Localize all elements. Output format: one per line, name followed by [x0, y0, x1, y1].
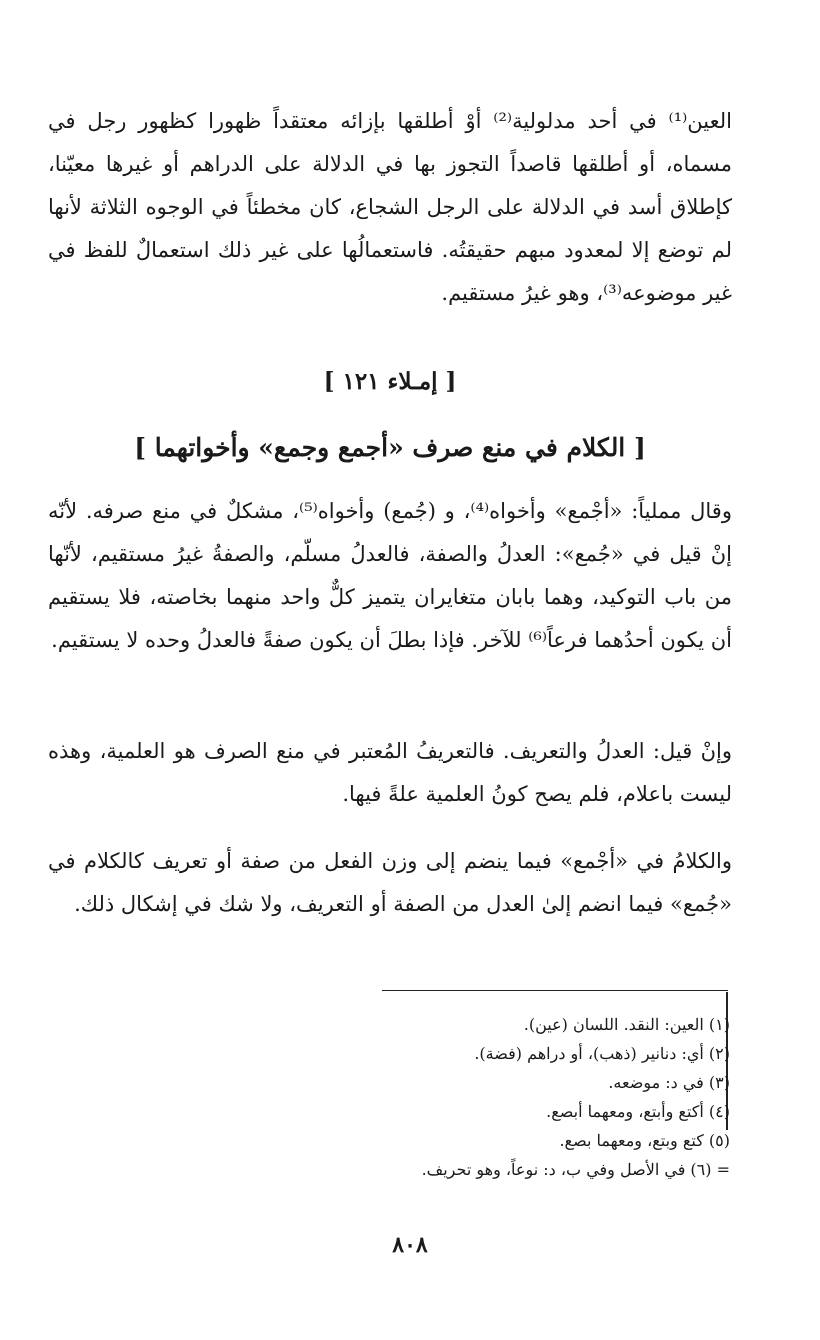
paragraph-text: العين⁽¹⁾ في أحد مدلولية⁽²⁾ أوْ أطلقها بإزائه معتقداً ظهورا كظهور رجل في مسماه، أو أطلقها قاصداً التجوز بها في الدلالة على الدراهم أو غيرها معيّنا، كإطلاق أسد في الدلالة على الرجل الشجاع، كان مخطئاً في الوجوه الثلاثة لأنها لم توضع إلا لمعدود مبهم حقيقتُه. فاستعمالُها على غير ذلك استعمالٌ للفظ في غير موضوعه⁽³⁾، وهو غيرُ مستقيم. [48, 109, 732, 305]
paragraph-text: وقال مملياً: «أجْمع» وأخواه⁽⁴⁾، و (جُمع) وأخواه⁽⁵⁾، مشكلٌ في منع صرفه. لأنّه إنْ قيل في «جُمع»: العدلُ والصفة، فالعدلُ مسلّم، والصفةُ غيرُ مستقيم، لأنّها من باب التوكيد، وهما بابان متغايران يتميز كلٌّ واحد منهما بخاصته، فلا يستقيم أن يكون أحدُهما فرعاً⁽⁶⁾ للآخر. فإذا بطلَ أن يكون صفةً فالعدلُ وحده لا يستقيم. [48, 499, 732, 652]
imla-heading: [ إمـلاء ١٢١ ] [323, 368, 457, 395]
section-title: [ الكلام في منع صرف «أجمع وجمع» وأخواتهما ] [134, 433, 646, 462]
footnote-3: (٣) في د: موضعه. [608, 1073, 730, 1092]
footnotes [330, 1010, 730, 1184]
footnote-4: (٤) أكتع وأبتع، ومعهما أبصع. [546, 1102, 730, 1121]
body-paragraph-1 [48, 100, 732, 315]
footnote-2: (٢) أي: دنانير (ذهب)، أو دراهم (فضة). [474, 1044, 730, 1063]
body-paragraph-4 [48, 840, 732, 926]
body-paragraph-3 [48, 730, 732, 816]
footnote-5: (٥) كتع وبتع، ومعهما بصع. [559, 1131, 730, 1150]
footnote-6: = (٦) في الأصل وفي ب، د: نوعاً، وهو تحريف. [421, 1160, 730, 1179]
page-number: ٨٠٨ [392, 1232, 428, 1258]
body-paragraph-2 [48, 490, 732, 662]
paragraph-text: وإنْ قيل: العدلُ والتعريف. فالتعريفُ المُعتبر في منع الصرف هو العلمية، وهذه ليست باعلام، فلم يصح كونُ العلمية علةً فيها. [48, 739, 732, 806]
footnote-1: (١) العين: النقد. اللسان (عين). [523, 1015, 730, 1034]
paragraph-text: والكلامُ في «أجْمع» فيما ينضم إلى وزن الفعل من صفة أو تعريف كالكلام في «جُمع» فيما انضم إلىٰ العدل من الصفة أو التعريف، ولا شك في إشكال ذلك. [48, 849, 732, 916]
footnote-separator [382, 990, 728, 991]
